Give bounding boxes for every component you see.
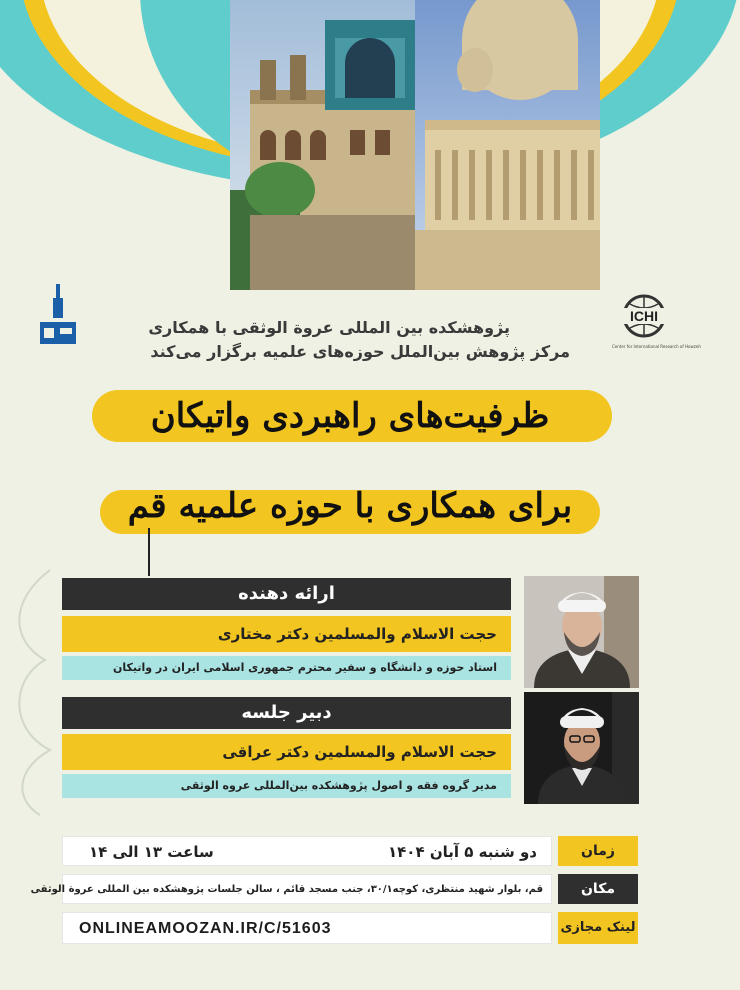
- place-label: مکان: [558, 874, 638, 904]
- link-label: لینک مجازی: [558, 912, 638, 944]
- event-title-line-1: ظرفیت‌های راهبردی واتیکان: [150, 396, 550, 436]
- presenter-photo: [524, 576, 639, 688]
- time-label: زمان: [558, 836, 638, 866]
- secretary-role: مدیر گروه فقه و اصول پژوهشکده بین‌المللی عروه الوثقی: [62, 774, 511, 798]
- event-title-line-2: برای همکاری با حوزه علمیه قم: [127, 486, 573, 526]
- online-link[interactable]: ONLINEAMOOZAN.IR/C/51603: [62, 912, 552, 944]
- secretary-photo: [524, 692, 639, 804]
- event-hours: ساعت ۱۳ الی ۱۴: [89, 843, 214, 861]
- secretary-name: حجت الاسلام والمسلمین دکتر عراقی: [62, 734, 511, 770]
- urwat-logo: [36, 282, 80, 346]
- svg-text:ICHI: ICHI: [630, 308, 658, 324]
- presenter-heading: ارائه دهنده: [62, 578, 511, 610]
- secretary-heading: دبیر جلسه: [62, 697, 511, 729]
- ichi-caption: Center for International Research of Howzeh: [612, 344, 701, 349]
- presenter-name: حجت الاسلام والمسلمین دکتر مختاری: [62, 616, 511, 652]
- organizer-line-1: پژوهشکده بین المللی عروة الوثقی با همکاری: [148, 318, 510, 337]
- title-underline: [148, 528, 150, 576]
- organizer-line-2: مرکز پژوهش بین‌الملل حوزه‌های علمیه برگزار می‌کند: [150, 342, 570, 361]
- event-date: دو شنبه ۵ آبان ۱۴۰۴: [388, 843, 537, 861]
- time-row: [62, 836, 552, 866]
- presenter-role: استاد حوزه و دانشگاه و سفیر محترم جمهوری اسلامی ایران در واتیکان: [62, 656, 511, 680]
- hero-photo-qom-vatican: [230, 0, 600, 290]
- ichi-logo: [612, 292, 701, 364]
- decorative-pattern: [0, 560, 60, 820]
- address-text: قم، بلوار شهید منتظری، کوچه۳۰/۱، جنب مسجد قائم ، سالن جلسات پژوهشکده بین المللی عروة الوثقی: [62, 874, 552, 904]
